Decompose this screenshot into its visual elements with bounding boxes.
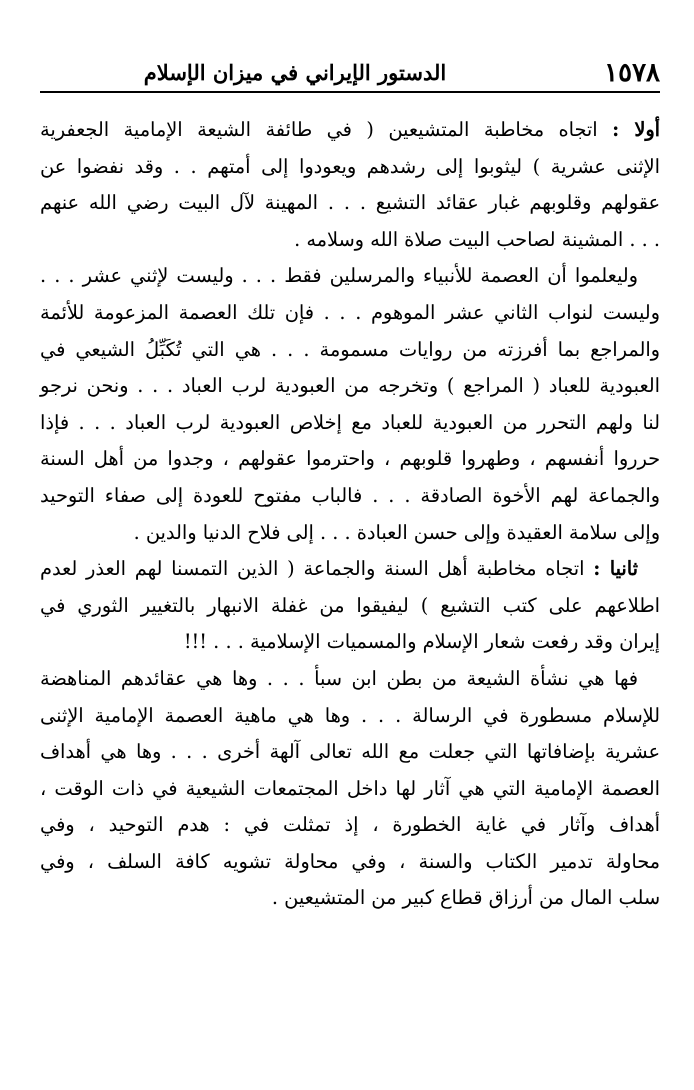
- page-header: [40, 50, 660, 90]
- text-line: وإلى سلامة العقيدة وإلى حسن العبادة . . . إلى فلاح الدنيا والدين .: [133, 520, 660, 544]
- text-line: والمراجع بما أفرزته من روايات مسمومة . . . هي التي تُكَبِّلُ الشيعي في: [40, 337, 660, 361]
- text-line: حرروا أنفسهم ، وطهروا قلوبهم ، واحترموا عقولهم ، وجدوا من أهل السنة: [40, 447, 660, 471]
- text-line: العصمة الإمامية التي هي آثار لها داخل المجتمعات الشيعية في ذات الوقت ،: [40, 776, 660, 800]
- paragraph-first: [40, 112, 660, 258]
- paragraph-fourth: [40, 661, 660, 917]
- text-line: والجماعة لهم الأخوة الصادقة . . . فالباب مفتوح للعودة إلى صفاء التوحيد: [40, 483, 660, 507]
- text-line: العبودية للعباد ( المراجع ) وتخرجه من العبودية لرب العباد . . . ونحن نرجو: [40, 374, 660, 398]
- text-line: محاولة تدمير الكتاب والسنة ، وفي محاولة تشويه كافة السلف ، وفي: [40, 849, 660, 873]
- paragraph-lead: ثانيا :: [593, 557, 638, 581]
- text-line: أهداف وآثار في غاية الخطورة ، إذ تمثلت في : هدم التوحيد ، وفي: [40, 813, 660, 837]
- running-title: الدستور الإيراني في ميزان الإسلام: [143, 60, 447, 85]
- text-line: سلب المال من أرزاق قطاع كبير من المتشيعين .: [271, 886, 660, 910]
- text-line: عقولهم وقلوبهم غبار عقائد التشيع . . . المهينة لآل البيت رضي الله عنهم: [40, 191, 660, 215]
- paragraph-third: [40, 551, 660, 661]
- text-line: للإسلام مسطورة في الرسالة . . . وها هي ماهية العصمة الإمامية الإثنى: [40, 703, 660, 727]
- text-line: اطلاعهم على كتب التشيع ) ليفيقوا من غفلة الانبهار بالتغيير الثوري في: [40, 593, 660, 617]
- text-line: وليست لنواب الثاني عشر الموهوم . . . فإن تلك العصمة المزعومة للأئمة: [40, 300, 660, 324]
- text-line: [40, 112, 660, 149]
- text-run: اتجاه مخاطبة المتشيعين ( في طائفة الشيعة الإمامية الجعفرية: [40, 118, 613, 141]
- text-line: [40, 551, 660, 588]
- page-number: ١٥٧٨: [604, 58, 660, 88]
- body-text: [40, 112, 660, 917]
- text-line: عشرية بإضافاتها التي جعلت مع الله تعالى آلهة أخرى . . . وها هي أهداف: [40, 740, 660, 764]
- text-line: الإثنى عشرية ) ليثوبوا إلى رشدهم ويعودوا إلى أمتهم . . وقد نفضوا عن: [40, 154, 660, 178]
- text-line: فها هي نشأة الشيعة من بطن ابن سبأ . . . وها هي عقائدهم المناهضة: [40, 666, 638, 690]
- text-line: لنا ولهم التحرر من العبودية للعباد مع إخلاص العبودية لرب العباد . . . فإذا: [40, 410, 660, 434]
- text-line: . . . المشينة لصاحب البيت صلاة الله وسلامه .: [294, 227, 660, 251]
- text-run: اتجاه مخاطبة أهل السنة والجماعة ( الذين التمسنا لهم العذر لعدم: [40, 557, 594, 581]
- paragraph-second: [40, 258, 660, 551]
- header-divider: [40, 91, 660, 93]
- text-line: إيران وقد رفعت شعار الإسلام والمسميات الإسلامية . . . !!!: [183, 630, 660, 654]
- text-line: وليعلموا أن العصمة للأنبياء والمرسلين فقط . . . وليست لإثني عشر . . .: [40, 264, 638, 288]
- paragraph-lead: أولا :: [612, 118, 661, 141]
